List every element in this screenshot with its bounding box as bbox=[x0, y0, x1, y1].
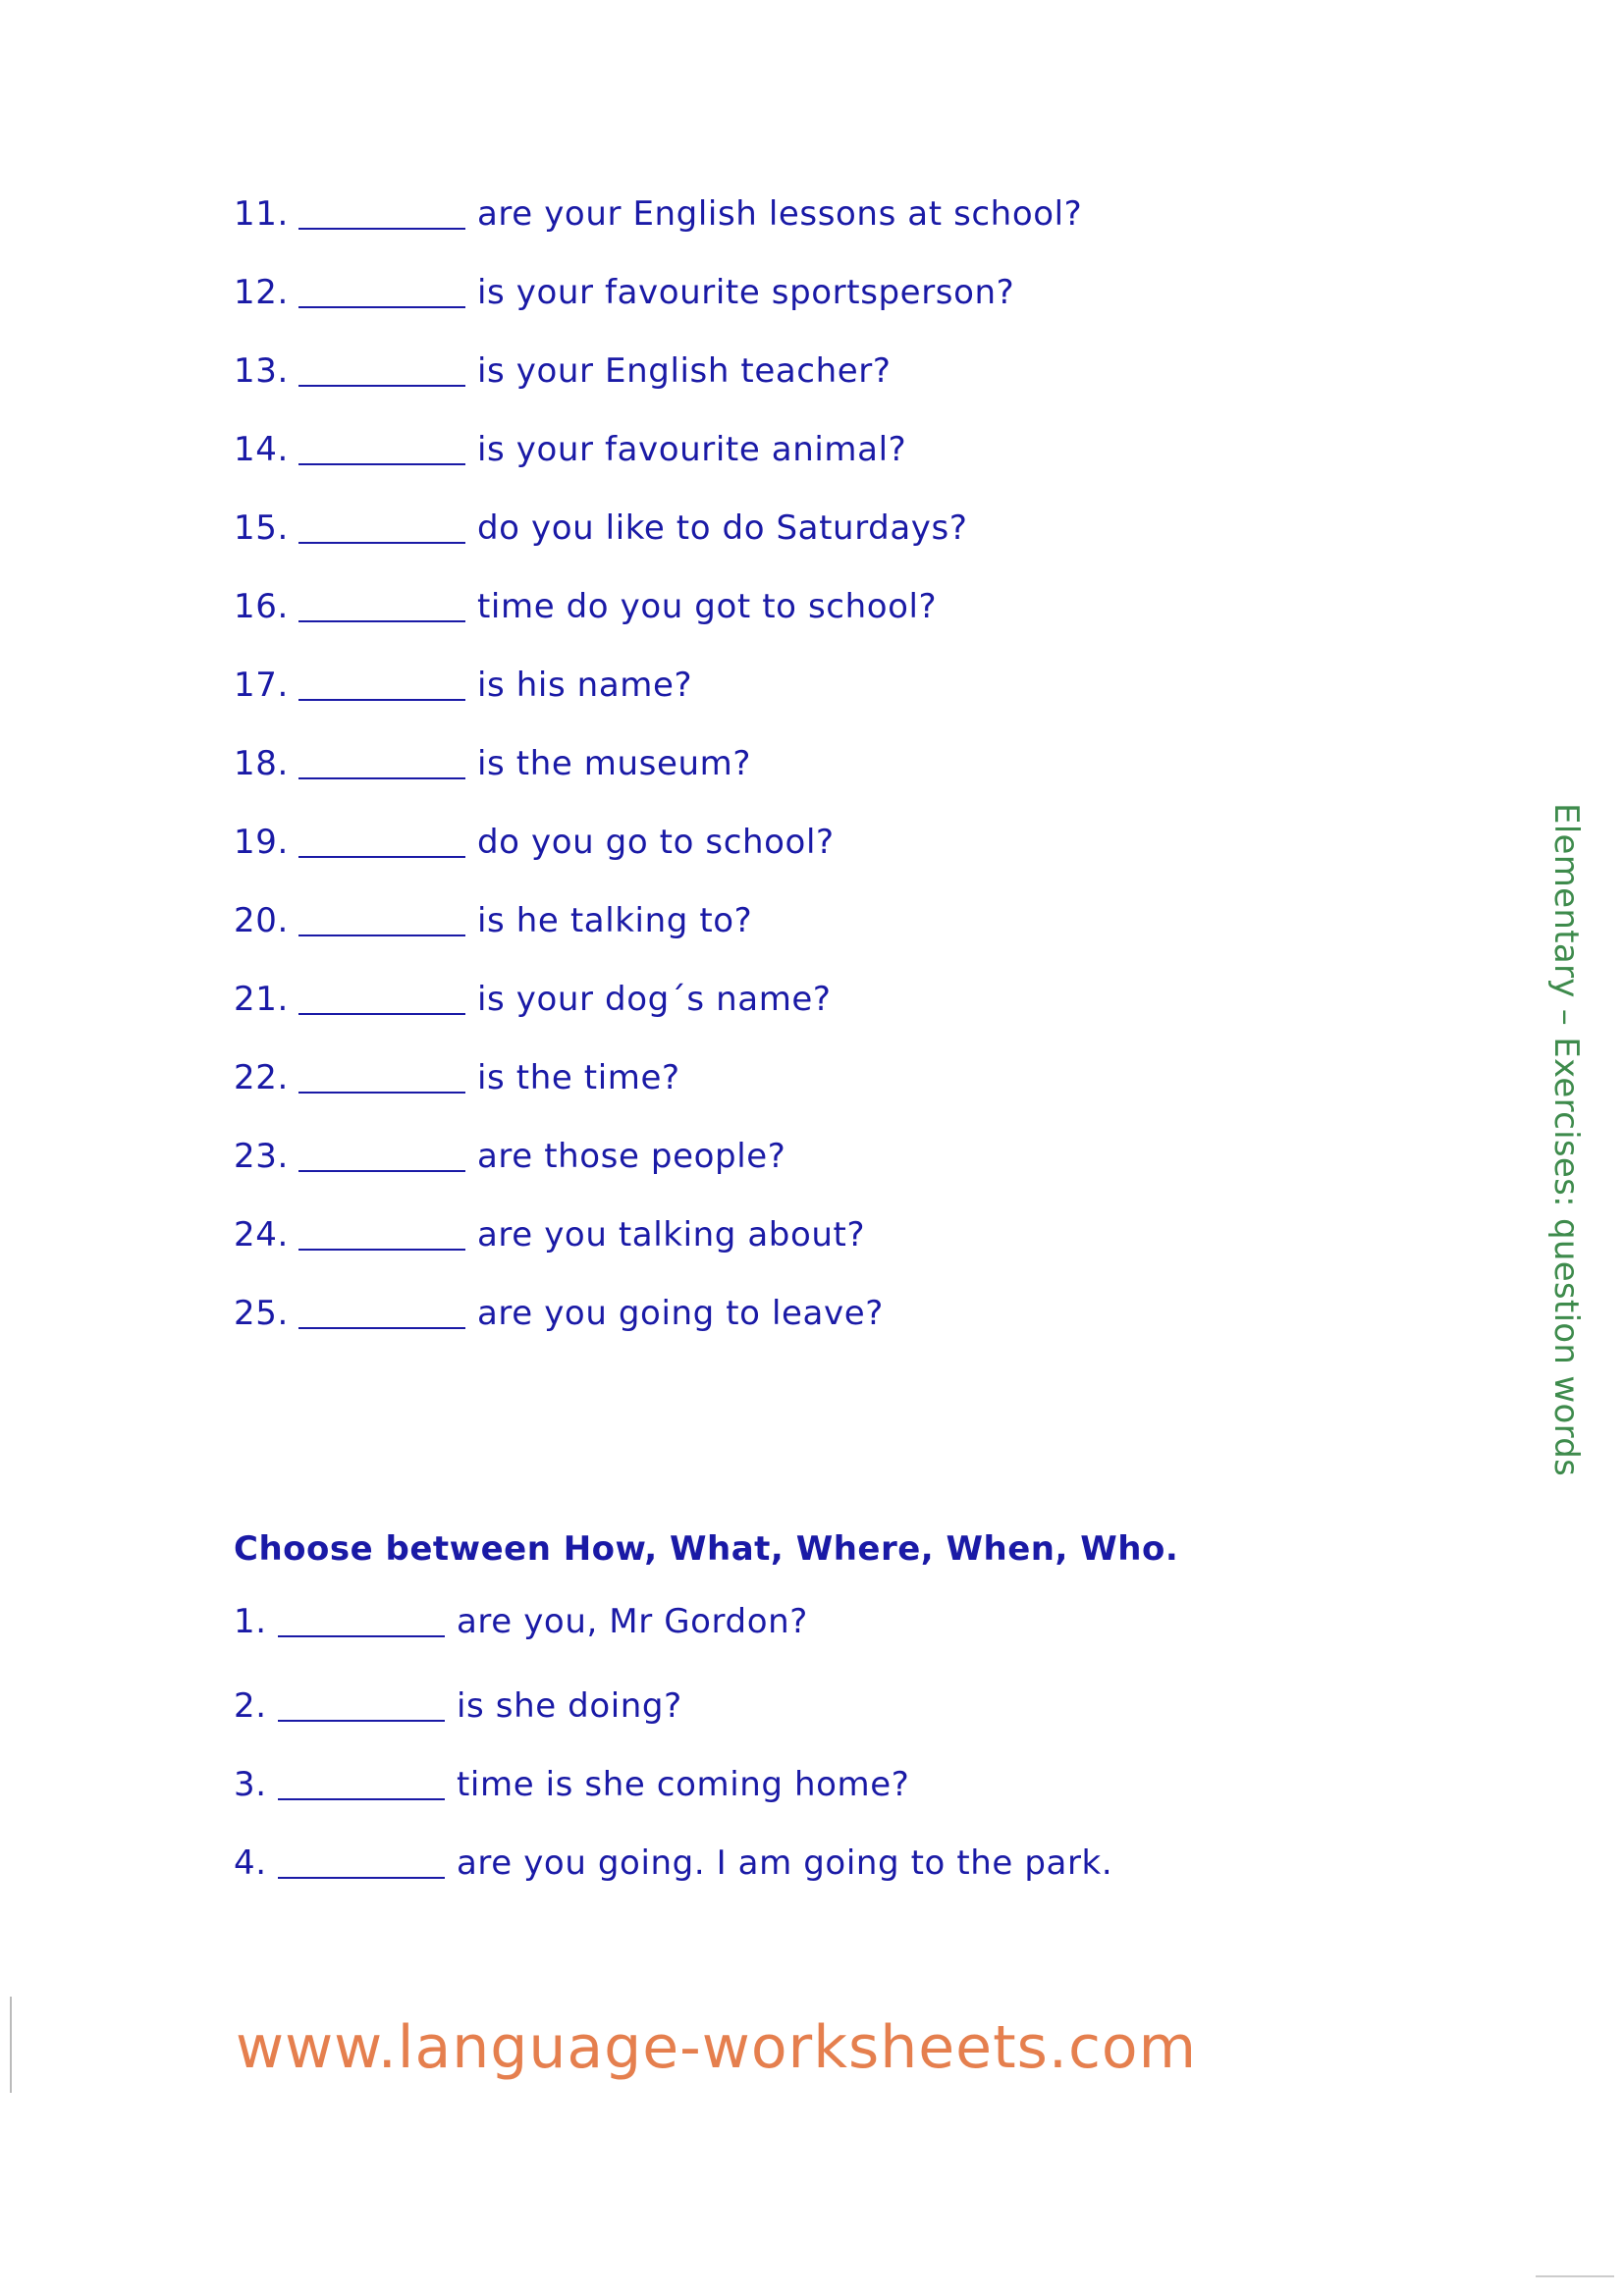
question-text: time do you got to school? bbox=[477, 587, 938, 626]
question-text: is he talking to? bbox=[477, 901, 753, 940]
question-text: is she doing? bbox=[457, 1686, 682, 1726]
question-number: 21. bbox=[234, 980, 289, 1019]
margin-line bbox=[10, 1997, 12, 2093]
question-text: are you talking about? bbox=[477, 1215, 866, 1255]
question-text: are you going. I am going to the park. bbox=[457, 1843, 1113, 1883]
question-number: 12. bbox=[234, 273, 289, 312]
footer-url[interactable]: www.language-worksheets.com bbox=[236, 2013, 1198, 2082]
exercise-1-question-list bbox=[234, 192, 1082, 1370]
question-number: 24. bbox=[234, 1215, 289, 1255]
question-text: do you go to school? bbox=[477, 823, 835, 862]
question-item bbox=[234, 1292, 1082, 1370]
answer-blank[interactable] bbox=[298, 349, 465, 387]
question-text: are those people? bbox=[477, 1137, 786, 1176]
question-item bbox=[234, 507, 1082, 585]
answer-blank[interactable] bbox=[278, 1684, 445, 1722]
answer-blank[interactable] bbox=[298, 1213, 465, 1251]
answer-blank[interactable] bbox=[298, 585, 465, 622]
question-text: do you like to do Saturdays? bbox=[477, 508, 968, 548]
answer-blank[interactable] bbox=[298, 742, 465, 779]
question-number: 18. bbox=[234, 744, 289, 783]
exercise-2-instruction: Choose between How, What, Where, When, Who. bbox=[234, 1529, 1179, 1569]
corner-mark bbox=[1536, 2275, 1614, 2277]
question-number: 23. bbox=[234, 1137, 289, 1176]
question-item bbox=[234, 428, 1082, 507]
question-text: is the time? bbox=[477, 1058, 680, 1097]
question-item bbox=[234, 585, 1082, 664]
answer-blank[interactable] bbox=[298, 664, 465, 701]
question-item bbox=[234, 1056, 1082, 1135]
question-number: 25. bbox=[234, 1294, 289, 1333]
answer-blank[interactable] bbox=[298, 1292, 465, 1329]
side-caption: Elementary – Exercises: question words bbox=[1546, 803, 1586, 1477]
question-number: 20. bbox=[234, 901, 289, 940]
answer-blank[interactable] bbox=[278, 1763, 445, 1800]
answer-blank[interactable] bbox=[298, 192, 465, 230]
question-number: 22. bbox=[234, 1058, 289, 1097]
answer-blank[interactable] bbox=[298, 821, 465, 858]
question-item bbox=[234, 742, 1082, 821]
answer-blank[interactable] bbox=[298, 1056, 465, 1094]
question-number: 1. bbox=[234, 1602, 267, 1641]
question-item bbox=[234, 1213, 1082, 1292]
question-item bbox=[234, 192, 1082, 271]
question-item bbox=[234, 1763, 1112, 1842]
question-text: is your favourite sportsperson? bbox=[477, 273, 1015, 312]
question-text: time is she coming home? bbox=[457, 1765, 910, 1804]
answer-blank[interactable] bbox=[298, 271, 465, 308]
question-text: are you going to leave? bbox=[477, 1294, 884, 1333]
question-number: 4. bbox=[234, 1843, 267, 1883]
question-item bbox=[234, 978, 1082, 1056]
answer-blank[interactable] bbox=[298, 978, 465, 1015]
question-number: 15. bbox=[234, 508, 289, 548]
question-text: are you, Mr Gordon? bbox=[457, 1602, 808, 1641]
answer-blank[interactable] bbox=[298, 1135, 465, 1172]
answer-blank[interactable] bbox=[298, 428, 465, 465]
question-number: 11. bbox=[234, 194, 289, 234]
question-text: are your English lessons at school? bbox=[477, 194, 1083, 234]
question-item bbox=[234, 899, 1082, 978]
question-number: 2. bbox=[234, 1686, 267, 1726]
question-text: is your English teacher? bbox=[477, 351, 892, 391]
answer-blank[interactable] bbox=[278, 1600, 445, 1637]
exercise-2-question-list bbox=[234, 1600, 1112, 1920]
question-item bbox=[234, 1684, 1112, 1763]
question-item bbox=[234, 1135, 1082, 1213]
answer-blank[interactable] bbox=[278, 1842, 445, 1879]
question-item bbox=[234, 1600, 1112, 1684]
question-item bbox=[234, 1842, 1112, 1920]
question-number: 16. bbox=[234, 587, 289, 626]
question-text: is the museum? bbox=[477, 744, 751, 783]
question-item bbox=[234, 349, 1082, 428]
question-text: is your favourite animal? bbox=[477, 430, 907, 469]
answer-blank[interactable] bbox=[298, 507, 465, 544]
question-number: 14. bbox=[234, 430, 289, 469]
question-item bbox=[234, 271, 1082, 349]
answer-blank[interactable] bbox=[298, 899, 465, 936]
question-text: is his name? bbox=[477, 666, 693, 705]
question-item bbox=[234, 664, 1082, 742]
question-item bbox=[234, 821, 1082, 899]
question-text: is your dog´s name? bbox=[477, 980, 832, 1019]
question-number: 13. bbox=[234, 351, 289, 391]
question-number: 17. bbox=[234, 666, 289, 705]
question-number: 19. bbox=[234, 823, 289, 862]
question-number: 3. bbox=[234, 1765, 267, 1804]
